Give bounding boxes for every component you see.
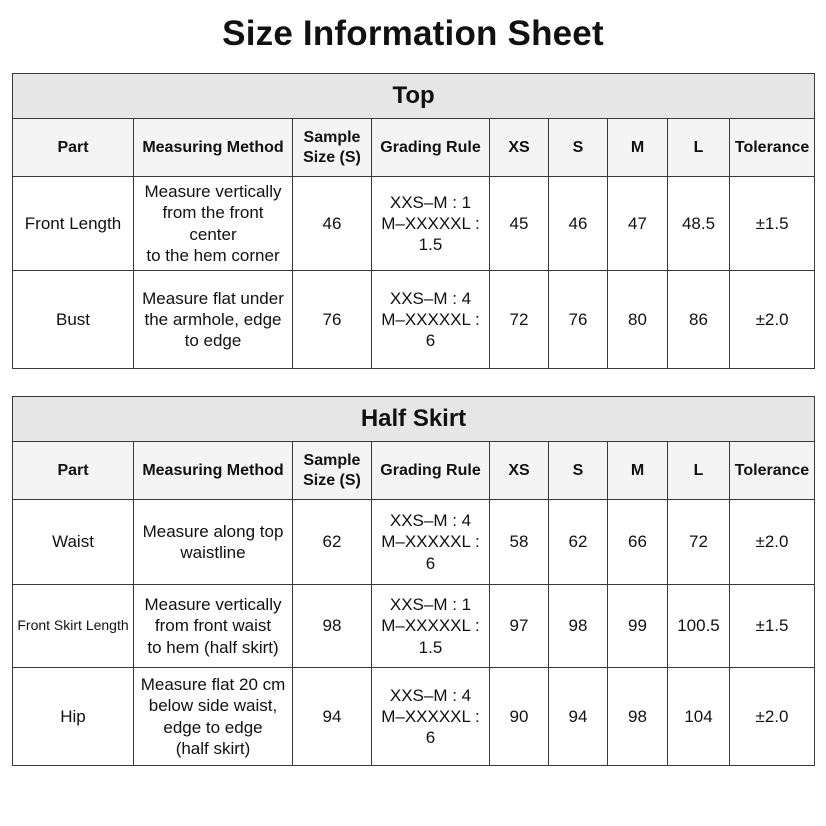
table-row bbox=[13, 271, 815, 369]
s-cell: 76 bbox=[549, 271, 608, 369]
tolerance-cell: ±1.5 bbox=[730, 177, 815, 271]
method-cell: Measure along top waistline bbox=[134, 500, 293, 585]
part-cell: Front Skirt Length bbox=[13, 585, 134, 668]
xs-cell: 90 bbox=[490, 668, 549, 766]
header-l: L bbox=[668, 119, 730, 177]
header-method: Measuring Method bbox=[134, 119, 293, 177]
part-cell: Front Length bbox=[13, 177, 134, 271]
sample-size-cell: 46 bbox=[293, 177, 372, 271]
xs-cell: 72 bbox=[490, 271, 549, 369]
xs-cell: 45 bbox=[490, 177, 549, 271]
half-skirt-size-table bbox=[12, 396, 815, 766]
tolerance-cell: ±2.0 bbox=[730, 271, 815, 369]
column-header-row bbox=[13, 442, 815, 500]
grading-rule-cell: XXS–M : 1 M–XXXXXL : 1.5 bbox=[372, 585, 490, 668]
header-method: Measuring Method bbox=[134, 442, 293, 500]
header-grading-rule: Grading Rule bbox=[372, 119, 490, 177]
sample-size-cell: 98 bbox=[293, 585, 372, 668]
header-l: L bbox=[668, 442, 730, 500]
sample-size-cell: 94 bbox=[293, 668, 372, 766]
header-tolerance: Tolerance bbox=[730, 119, 815, 177]
page-title: Size Information Sheet bbox=[222, 14, 604, 53]
header-xs: XS bbox=[490, 119, 549, 177]
table-row bbox=[13, 500, 815, 585]
l-cell: 48.5 bbox=[668, 177, 730, 271]
s-cell: 94 bbox=[549, 668, 608, 766]
tolerance-cell: ±2.0 bbox=[730, 668, 815, 766]
grading-rule-cell: XXS–M : 4 M–XXXXXL : 6 bbox=[372, 668, 490, 766]
header-part: Part bbox=[13, 119, 134, 177]
s-cell: 62 bbox=[549, 500, 608, 585]
column-header-row bbox=[13, 119, 815, 177]
l-cell: 72 bbox=[668, 500, 730, 585]
m-cell: 66 bbox=[608, 500, 668, 585]
tolerance-cell: ±1.5 bbox=[730, 585, 815, 668]
method-cell: Measure flat under the armhole, edge to edge bbox=[134, 271, 293, 369]
top-size-table bbox=[12, 73, 815, 369]
header-m: M bbox=[608, 119, 668, 177]
xs-cell: 97 bbox=[490, 585, 549, 668]
sample-size-cell: 76 bbox=[293, 271, 372, 369]
header-xs: XS bbox=[490, 442, 549, 500]
part-cell: Bust bbox=[13, 271, 134, 369]
header-sample-size: Sample Size (S) bbox=[293, 119, 372, 177]
method-cell: Measure vertically from the front center to the hem corner bbox=[134, 177, 293, 271]
grading-rule-cell: XXS–M : 4 M–XXXXXL : 6 bbox=[372, 500, 490, 585]
header-m: M bbox=[608, 442, 668, 500]
l-cell: 86 bbox=[668, 271, 730, 369]
sample-size-cell: 62 bbox=[293, 500, 372, 585]
tolerance-cell: ±2.0 bbox=[730, 500, 815, 585]
section-title-top: Top bbox=[13, 74, 815, 119]
part-cell: Waist bbox=[13, 500, 134, 585]
section-title-half-skirt: Half Skirt bbox=[13, 397, 815, 442]
m-cell: 80 bbox=[608, 271, 668, 369]
l-cell: 100.5 bbox=[668, 585, 730, 668]
method-cell: Measure vertically from front waist to hem (half skirt) bbox=[134, 585, 293, 668]
table-row bbox=[13, 177, 815, 271]
l-cell: 104 bbox=[668, 668, 730, 766]
header-s: S bbox=[549, 442, 608, 500]
header-part: Part bbox=[13, 442, 134, 500]
method-cell: Measure flat 20 cm below side waist, edge to edge (half skirt) bbox=[134, 668, 293, 766]
m-cell: 47 bbox=[608, 177, 668, 271]
part-cell: Hip bbox=[13, 668, 134, 766]
m-cell: 99 bbox=[608, 585, 668, 668]
table-row bbox=[13, 668, 815, 766]
header-s: S bbox=[549, 119, 608, 177]
xs-cell: 58 bbox=[490, 500, 549, 585]
grading-rule-cell: XXS–M : 1 M–XXXXXL : 1.5 bbox=[372, 177, 490, 271]
header-grading-rule: Grading Rule bbox=[372, 442, 490, 500]
header-sample-size: Sample Size (S) bbox=[293, 442, 372, 500]
table-row bbox=[13, 585, 815, 668]
grading-rule-cell: XXS–M : 4 M–XXXXXL : 6 bbox=[372, 271, 490, 369]
s-cell: 46 bbox=[549, 177, 608, 271]
header-tolerance: Tolerance bbox=[730, 442, 815, 500]
m-cell: 98 bbox=[608, 668, 668, 766]
s-cell: 98 bbox=[549, 585, 608, 668]
